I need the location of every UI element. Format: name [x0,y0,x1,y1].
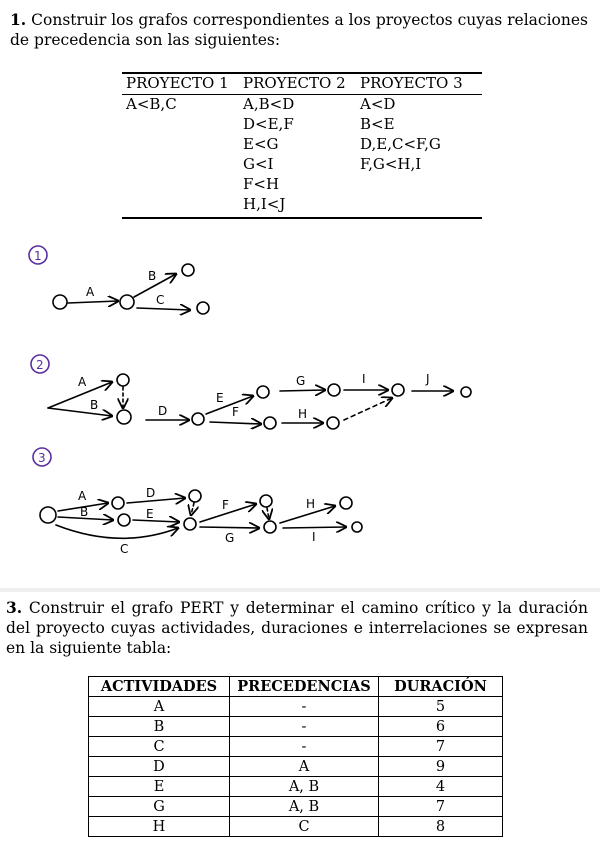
arrow-g [280,390,325,391]
graph-1 [53,264,209,314]
node [257,386,269,398]
cell: 6 [379,717,503,737]
edge-label: B [148,269,157,283]
node [392,384,404,396]
node [120,295,134,309]
node [182,264,194,276]
node [117,374,129,386]
divider-band [0,588,600,592]
question-3-number: 3. [6,598,23,617]
cell: C [230,817,379,837]
cell: H,I<J [243,195,286,213]
edge-label: A [86,285,95,299]
cell: D,E,C<F,G [360,135,441,153]
arrow-a [68,301,118,303]
node [53,295,67,309]
cell: D [89,757,230,777]
header-actividades: ACTIVIDADES [89,677,230,697]
edge-label: E [146,507,154,521]
cell: F<H [243,175,280,193]
edge-label: D [158,404,168,418]
cell: B<E [360,115,395,133]
activities-table [88,676,503,837]
dummy-arrow [191,503,194,515]
header-precedencias: PRECEDENCIAS [230,677,379,697]
header-proyecto-2: PROYECTO 2 [243,74,346,92]
arrow-d [127,498,185,503]
graph-2 [48,374,471,429]
cell: A<D [360,95,396,113]
table-row [89,697,503,717]
node [117,410,131,424]
node [461,387,471,397]
edge-label: B [90,398,99,412]
arrow-b [48,408,112,416]
cell: H [89,817,230,837]
cell: A [89,697,230,717]
header-duracion: DURACIÓN [379,677,503,697]
cell: A<B,C [126,95,177,113]
table-row [89,717,503,737]
header-proyecto-1: PROYECTO 1 [126,74,229,92]
cell: E<G [243,135,279,153]
table-row [122,115,482,135]
handdrawn-graphs [0,230,600,590]
table-row [122,155,482,175]
edge-label: F [232,405,239,419]
node [328,384,340,396]
node [112,497,124,509]
table-bottom-rule [122,217,482,219]
node [118,514,130,526]
node [40,507,56,523]
marker-1-label: 1 [34,249,42,263]
table-row [89,817,503,837]
cell: 9 [379,757,503,777]
cell: E [89,777,230,797]
edge-label: C [120,542,129,556]
table-row [122,95,482,115]
dummy-arrow [267,508,269,519]
table-row [89,797,503,817]
edge-label: J [426,372,430,386]
arrow-c [137,308,190,310]
table-header-row [122,74,482,94]
header-proyecto-3: PROYECTO 3 [360,74,463,92]
question-1-text: Construir los grafos correspondientes a los proyectos cuyas relaciones de precedencia son las siguientes: [10,11,588,49]
edge-label: I [312,530,316,544]
cell: 7 [379,797,503,817]
edge-label: E [216,391,224,405]
edge-label: D [146,486,156,500]
cell: 8 [379,817,503,837]
cell: - [230,737,379,757]
node [192,413,204,425]
cell: F,G<H,I [360,155,422,173]
table-row [122,135,482,155]
marker-2-label: 2 [36,358,44,372]
node [184,518,196,530]
cell: A, B [230,777,379,797]
table-row [89,757,503,777]
table-row [122,175,482,195]
cell: A [230,757,379,777]
edge-label: H [298,407,308,421]
arrow-f [210,422,261,424]
node [352,522,362,532]
question-1-number: 1. [10,10,27,29]
table-row [89,737,503,757]
edge-label: H [306,497,316,511]
node [197,302,209,314]
cell: A, B [230,797,379,817]
edge-label: G [296,374,306,388]
table-row [89,777,503,797]
node [327,417,339,429]
edge-label: A [78,489,87,503]
cell: 7 [379,737,503,757]
question-3 [6,598,588,658]
cell: - [230,717,379,737]
node [264,417,276,429]
edge-label: G [225,531,235,545]
cell: C [89,737,230,757]
arrow-e [206,396,253,414]
cell: D<E,F [243,115,294,133]
table-header-row [89,677,503,697]
node [264,521,276,533]
cell: 5 [379,697,503,717]
node [260,495,272,507]
arrow-e [133,520,179,522]
cell: G [89,797,230,817]
question-1 [10,10,588,50]
edge-label: A [78,375,87,389]
arrow-i [283,527,346,528]
arrow-c [56,525,178,538]
cell: A,B<D [243,95,295,113]
node [189,490,201,502]
node [340,497,352,509]
edge-label: F [222,498,229,512]
dummy-arrow [344,398,392,420]
cell: B [89,717,230,737]
table-row [122,195,482,215]
question-3-text: Construir el grafo PERT y determinar el camino crítico y la duración del proyecto cuyas actividades, duraciones e interrelaciones se expresan en la siguiente tabla: [6,599,588,657]
edge-label: B [80,505,89,519]
arrow-g [200,527,259,528]
cell: G<I [243,155,274,173]
cell: - [230,697,379,717]
marker-3-label: 3 [38,451,46,465]
cell: 4 [379,777,503,797]
edge-label: C [156,293,165,307]
edge-label: I [362,372,366,386]
